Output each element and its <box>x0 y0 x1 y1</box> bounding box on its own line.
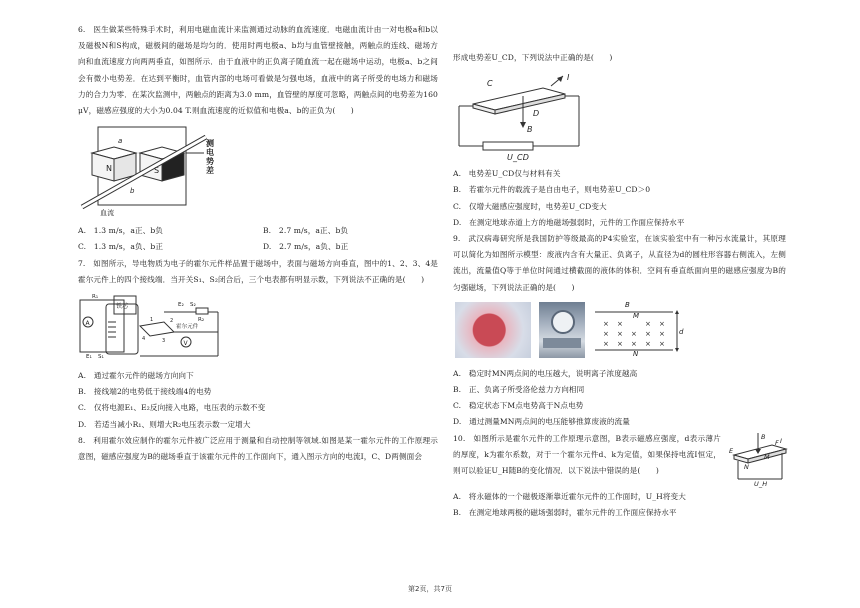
n-pole-label: N <box>106 164 113 174</box>
point-n-label: N <box>633 349 639 358</box>
page-footer: 第2页，共7页 <box>408 585 452 593</box>
q8-stem-continued: 形成电势差U_CD，下列说法中正确的是( ) <box>453 53 613 62</box>
ucd-label: U_CD <box>507 153 530 163</box>
left-column <box>78 22 438 465</box>
s2-label: S₂ <box>190 302 196 309</box>
field-x-mark: × <box>617 329 623 338</box>
q8-option-d[interactable]: D. 在测定地球赤道上方的地磁场强弱时，元件的工作面应保持水平 <box>453 217 685 227</box>
point-m-label: M <box>633 311 640 320</box>
q7-figure <box>78 292 438 364</box>
field-x-mark: × <box>603 329 609 338</box>
electrode-b-label: b <box>130 187 135 196</box>
field-x-mark: × <box>645 339 651 348</box>
q7-stem: 7. 如图所示，导电物质为电子的霍尔元件样品置于磁场中，表面与磁场方向垂直，图中的1、2、3、4是霍尔元件上的四个接线端．当开关S₁、S₂闭合后，三个电表都有明显示数，下列说法不正确的是( ) <box>78 258 438 284</box>
q9-figure <box>453 300 786 362</box>
f-label: F <box>775 438 779 447</box>
field-x-mark: × <box>617 339 623 348</box>
e1-label: E₁ <box>86 354 92 361</box>
electrode-a-label: a <box>118 137 123 146</box>
q8-option-b[interactable]: B. 若霍尔元件的载流子是自由电子，则电势差U_CD＞0 <box>453 185 651 195</box>
terminal-2-label: 2 <box>170 318 174 325</box>
field-x-mark: × <box>659 329 665 338</box>
q9-option-d[interactable]: D. 通过测量MN两点间的电压能够推算废液的流量 <box>453 417 630 427</box>
terminal-4-label: 4 <box>142 336 146 343</box>
blood-flow-label: 血流 <box>100 209 115 218</box>
q8-option-c[interactable]: C. 仅增大磁感应强度时，电势差U_CD变大 <box>453 201 607 211</box>
q6-option-a[interactable]: A. 1.3 m/s，a正、b负 <box>78 226 164 236</box>
hall-element-ucd-diagram <box>453 70 593 162</box>
n-label: N <box>744 462 749 471</box>
field-x-mark: × <box>631 339 637 348</box>
q7-option-c[interactable]: C. 仅将电源E₁、E₂反向接入电路，电压表的示数不变 <box>78 403 266 413</box>
voltmeter-label: V <box>183 340 188 348</box>
field-x-mark: × <box>631 329 637 338</box>
q6-stem: 6. 医生做某些特殊手术时，利用电磁血流计来监测通过动脉的血流速度．电磁血流计由一对电极a和b以及磁极N和S构成，磁极间的磁场是均匀的．使用时两电极a、b均与血管壁接触，两触点的连线、磁场方向和血流速度方向两两垂直，如图所示．由于血液中的正负离子随血流一起在磁场中运动，电极a、b之间会有微小电势差．在达到平衡时，血管内部的电场可看做是匀强电场，血液中的离子所受的电场力和磁场力的合力为零．在某次监测中，两触点的距离为3.0 mm，血管壁的厚度可忽略，两触点间的电势差为160 μV，磁感应强度的大小为0.04 T.则血流速度的近似值和电极a、b的正负为( ) <box>78 25 438 116</box>
q9-option-c[interactable]: C. 稳定状态下M点电势高于N点电势 <box>453 401 584 411</box>
q8-option-a[interactable]: A. 电势差U_CD仅与材料有关 <box>453 169 561 179</box>
q9-stem: 9. 武汉病毒研究所是我国防护等级最高的P4实验室，在该实验室中有一种污水流量计，其原理可以简化为如图所示模型：废液内含有大量正、负离子，从直径为d的圆柱形容器右侧流入，左侧流出，流量值Q等于单位时间通过横截面的液体的体积．空间有垂直纸面向里的磁感应强度为B的匀强磁场，下列说法正确的是( ) <box>453 234 786 292</box>
field-x-mark: × <box>659 319 665 328</box>
q7-option-b[interactable]: B. 接线端2的电势低于接线端4的电势 <box>78 387 212 397</box>
right-column <box>453 50 786 522</box>
q7-option-d[interactable]: D. 若适当减小R₁、则增大R₂电压表示数一定增大 <box>78 419 251 429</box>
field-x-mark: × <box>603 339 609 348</box>
q6-option-d[interactable]: D. 2.7 m/s，a负、b正 <box>263 242 349 252</box>
face-c-label: C <box>487 79 493 89</box>
field-x-mark: × <box>617 319 623 328</box>
flow-field-diagram <box>593 300 683 360</box>
q7-option-a[interactable]: A. 通过霍尔元件的磁场方向向下 <box>78 371 194 381</box>
q6-options <box>78 223 438 255</box>
q8-stem: 8. 利用霍尔效应制作的霍尔元件被广泛应用于测量和自动控制等领域.如图是某一霍尔元件的工作原理示意图，磁感应强度为B的磁场垂直于该霍尔元件的工作面向下，通入图示方向的电流I，C、D两侧面会 <box>78 435 438 462</box>
ammeter-label: A <box>85 320 90 328</box>
uh-label: U_H <box>754 479 768 488</box>
q6-option-c[interactable]: C. 1.3 m/s，a负、b正 <box>78 242 164 252</box>
hall-element-label: 霍尔元件 <box>176 324 199 331</box>
field-x-mark: × <box>645 329 651 338</box>
q10-option-b[interactable]: B. 在测定地球两极的磁场强弱时，霍尔元件的工作面应保持水平 <box>453 508 677 518</box>
r1-label: R₁ <box>92 294 99 301</box>
flowmeter-photo <box>539 302 585 358</box>
terminal-3-label: 3 <box>162 338 166 345</box>
b-label: B <box>761 432 766 441</box>
face-d-label: D <box>533 109 540 119</box>
current-i-label: I <box>567 73 570 83</box>
field-b-label: B <box>527 125 533 135</box>
q6-figure <box>78 123 438 219</box>
virus-image <box>455 302 531 358</box>
terminal-1-label: 1 <box>150 317 154 324</box>
field-x-mark: × <box>603 319 609 328</box>
q6-option-b[interactable]: B. 2.7 m/s，a正、b负 <box>263 226 349 236</box>
s1-label: S₁ <box>98 354 104 361</box>
hall-uh-diagram <box>728 431 792 487</box>
r2-label: R₂ <box>198 317 205 324</box>
iron-core-label: 铁芯 <box>116 303 129 311</box>
potential-label: 测电势差 <box>206 139 215 176</box>
q8-figure <box>453 70 786 162</box>
diameter-d-label: d <box>679 327 684 336</box>
q9-option-a[interactable]: A. 稳定时MN两点间的电压越大，说明离子浓度越高 <box>453 368 638 378</box>
q10-stem: 10. 如图所示是霍尔元件的工作原理示意图，B表示磁感应强度，d表示薄片的厚度，k为霍尔系数，对于一个霍尔元件d、k为定值，如果保持电流I恒定，则可以验证U_H随B的变化情况．以下说法中错误的是( ) <box>453 433 721 476</box>
e2-label: E₂ <box>178 302 184 309</box>
field-x-mark: × <box>645 319 651 328</box>
e-label: E <box>729 446 734 455</box>
field-marks <box>603 320 665 348</box>
hall-circuit-diagram <box>78 292 228 364</box>
i-label: I <box>780 436 783 445</box>
s-pole-label: S <box>154 166 160 176</box>
field-b-label: B <box>625 300 630 309</box>
q10-option-a[interactable]: A. 将永磁体的一个磁极逐渐靠近霍尔元件的工作面时，U_H将变大 <box>453 492 686 502</box>
field-x-mark: × <box>659 339 665 348</box>
q9-option-b[interactable]: B. 正、负离子所受洛伦兹力方向相同 <box>453 385 585 395</box>
m-label: M <box>764 452 770 461</box>
